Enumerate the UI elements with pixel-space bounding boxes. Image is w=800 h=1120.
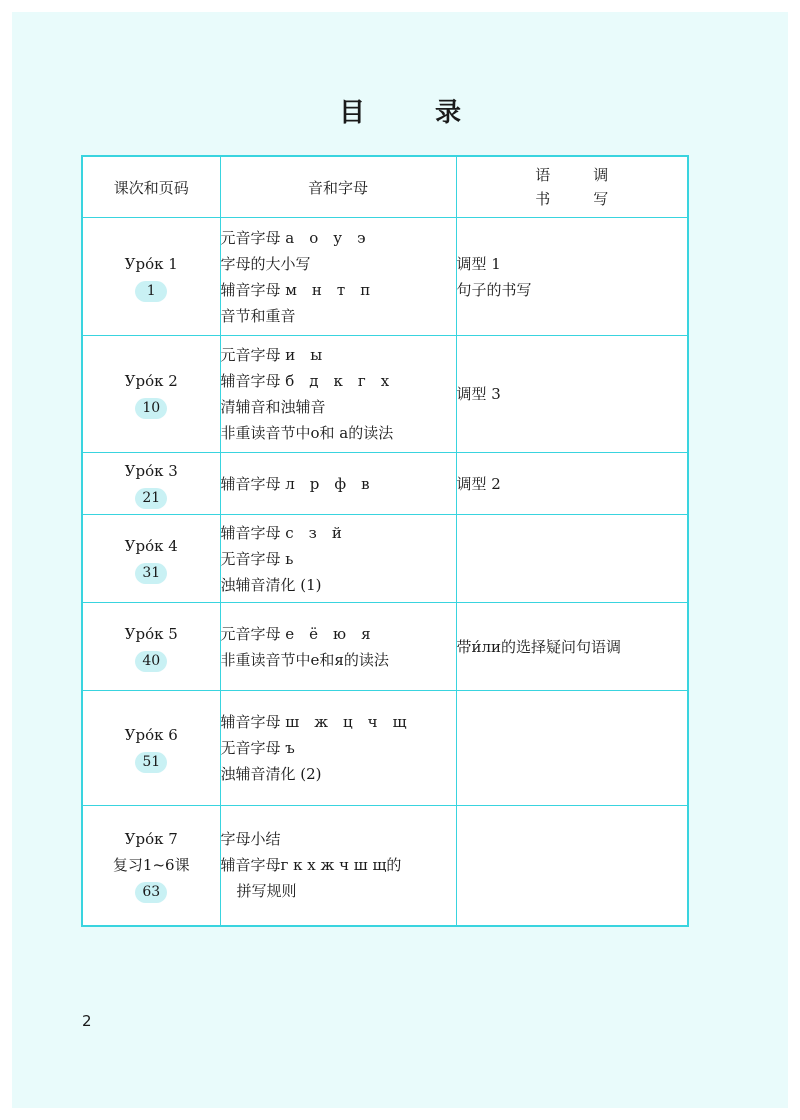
page-number: 2 (82, 1012, 92, 1030)
header-row (82, 156, 688, 218)
sound-item: 非重读音节中е和я的读法 (220, 650, 389, 669)
page-badge[interactable]: 63 (135, 882, 167, 903)
sound-item: 音节和重音 (220, 306, 296, 325)
page-title: 目 录 (338, 98, 483, 128)
intonation-item: 句子的书写 (456, 280, 532, 299)
lesson-name: Уро́к 2 (124, 372, 178, 390)
lesson-name: Уро́к 4 (124, 536, 178, 555)
sound-item: 辅音字母 с з й (220, 523, 342, 542)
lesson-cell (82, 603, 220, 691)
table-row (82, 453, 688, 515)
sounds-cell (220, 691, 456, 806)
page-badge[interactable]: 51 (135, 752, 167, 773)
header-intonation-writing (456, 156, 688, 218)
intonation-item: 调型 1 (456, 254, 501, 273)
lesson-name: Уро́к 1 (124, 254, 178, 273)
intonation-item: 调型 3 (456, 385, 501, 403)
lesson-cell (82, 218, 220, 336)
lesson-name: Уро́к 3 (124, 461, 178, 480)
page-badge[interactable]: 10 (135, 398, 167, 419)
sound-item-continued (221, 878, 456, 904)
sound-item: 辅音字母 б д к г х (220, 372, 390, 390)
sound-item: 辅音字母 л р ф в (220, 474, 370, 493)
sounds-cell (220, 515, 456, 603)
table-row (82, 218, 688, 336)
sound-item: 非重读音节中о和 а的读法 (220, 424, 394, 442)
intonation-cell (456, 218, 688, 336)
lesson-subtitle: 复习1~6课 (112, 856, 190, 875)
sound-item: 元音字母 е ё ю я (220, 624, 371, 643)
table-row (82, 691, 688, 806)
header-intonation: 语 调 (535, 166, 623, 184)
sound-item: 元音字母 и ы (220, 346, 323, 364)
page-badge[interactable]: 21 (135, 488, 167, 509)
header-writing: 书 写 (535, 190, 623, 208)
sound-item: 辅音字母 ш ж ц ч щ (220, 713, 407, 731)
intonation-cell (456, 603, 688, 691)
sound-item: 字母的大小写 (220, 254, 311, 273)
lesson-name: Уро́к 7 (124, 830, 178, 849)
sound-item: 辅音字母 м н т п (220, 280, 371, 299)
lesson-cell (82, 691, 220, 806)
sound-item: 浊辅音清化 (1) (220, 575, 322, 594)
sounds-cell (220, 806, 456, 926)
table-row (82, 515, 688, 603)
intonation-cell (456, 806, 688, 926)
intonation-cell (456, 691, 688, 806)
sound-item: 字母小结 (220, 830, 281, 849)
lesson-cell (82, 336, 220, 453)
header-lesson: 课次和页码 (82, 156, 220, 218)
sounds-cell (220, 453, 456, 515)
page-badge[interactable]: 1 (135, 281, 167, 302)
lesson-name: Уро́к 6 (124, 726, 178, 744)
sound-item: 清辅音和浊辅音 (220, 398, 326, 416)
sound-item: 拼写规则 (236, 882, 297, 901)
lesson-cell (82, 515, 220, 603)
intonation-cell (456, 336, 688, 453)
intonation-cell (456, 515, 688, 603)
page-badge[interactable]: 40 (135, 651, 167, 672)
intonation-item: 调型 2 (456, 474, 501, 493)
sounds-cell (220, 603, 456, 691)
sound-item: 无音字母 ь (220, 549, 294, 568)
table-row (82, 603, 688, 691)
sound-item: 浊辅音清化 (2) (220, 765, 322, 783)
table-row (82, 336, 688, 453)
page-badge[interactable]: 31 (135, 563, 167, 584)
lesson-name: Уро́к 5 (124, 624, 178, 643)
toc-table (81, 155, 689, 927)
sounds-cell (220, 336, 456, 453)
intonation-item: 带и́ли的选择疑问句语调 (456, 637, 622, 656)
header-sounds: 音和字母 (220, 156, 456, 218)
sounds-cell (220, 218, 456, 336)
lesson-cell (82, 453, 220, 515)
sound-item: 无音字母 ъ (220, 739, 295, 757)
sound-item: 辅音字母г к х ж ч ш щ的 (220, 856, 402, 875)
table-row (82, 806, 688, 926)
sound-item: 元音字母 а о у э (220, 228, 366, 247)
intonation-cell (456, 453, 688, 515)
lesson-cell (82, 806, 220, 926)
